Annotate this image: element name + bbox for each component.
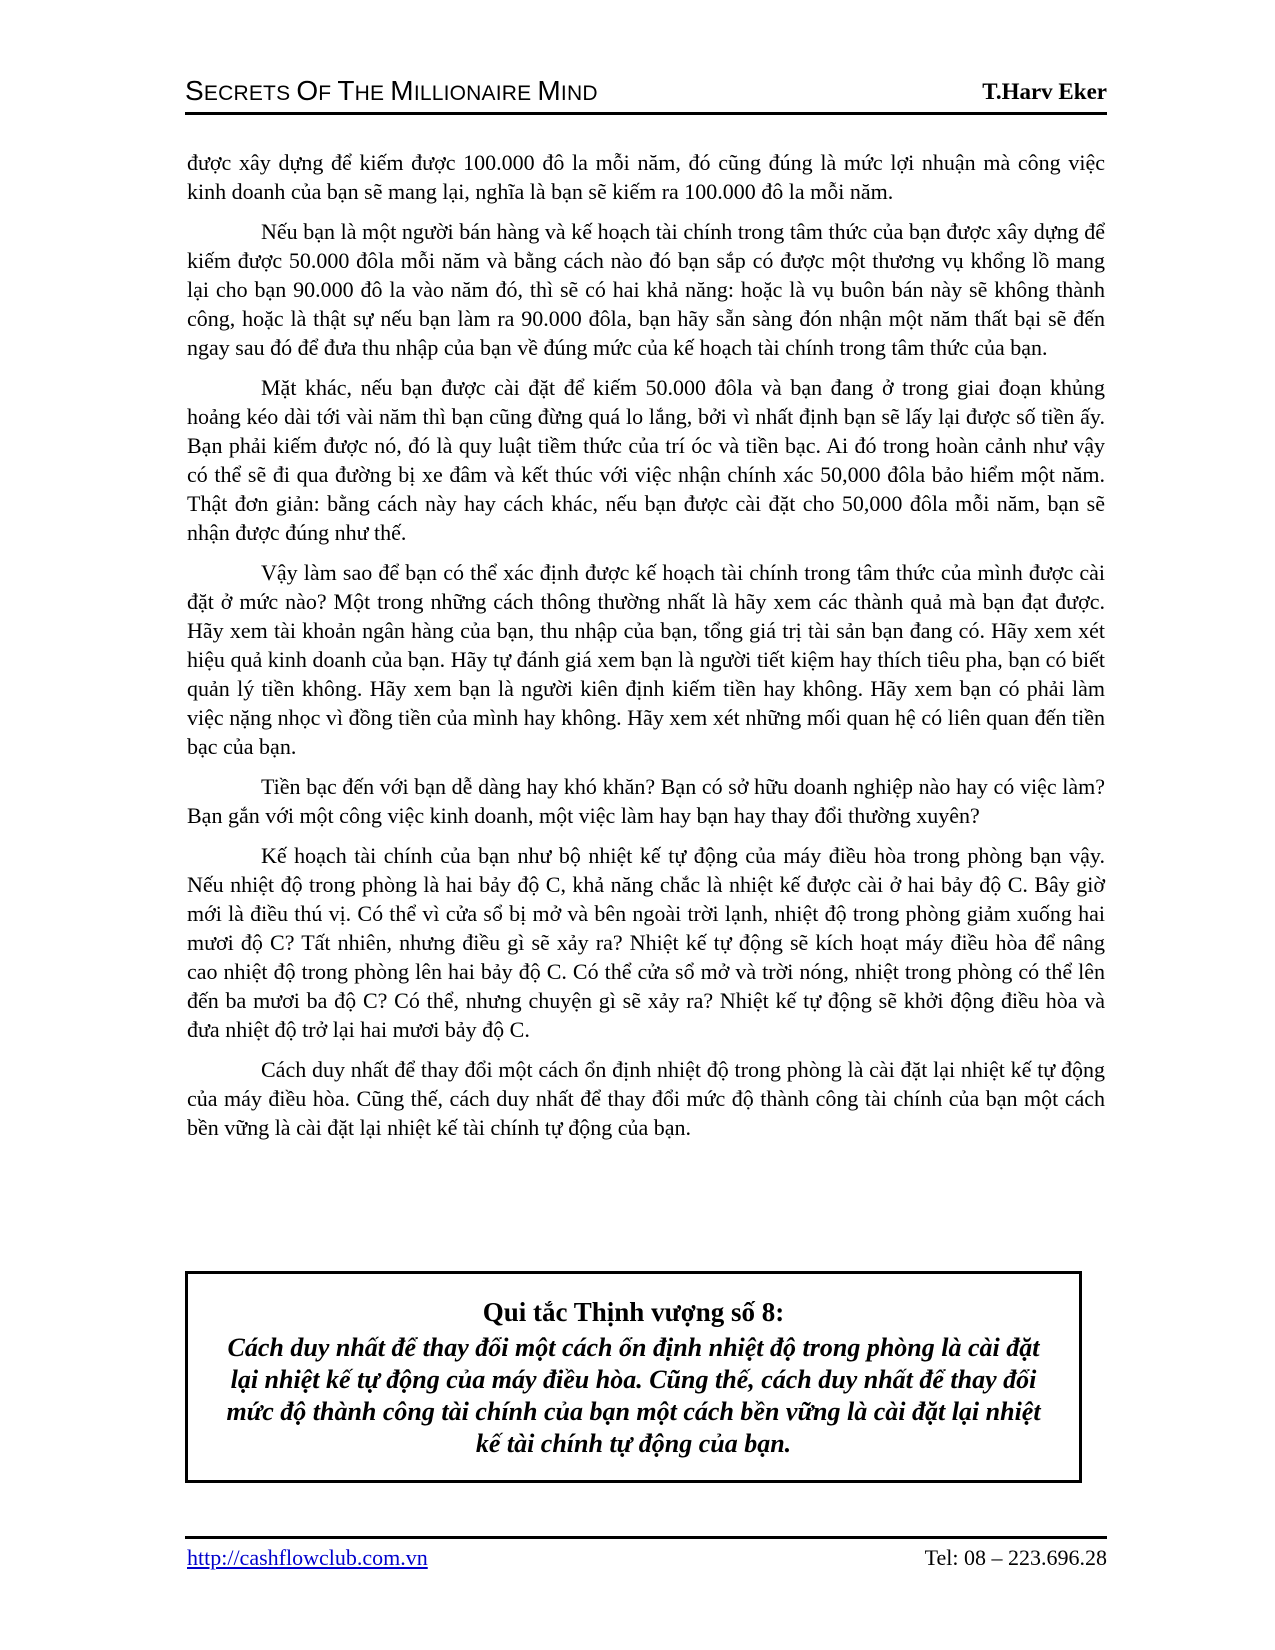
paragraph: Vậy làm sao để bạn có thể xác định được kế hoạch tài chính trong tâm thức của mình được cài đặt ở mức nào? Một trong những cách thông thường nhất là hãy xem các thành quả mà bạn đạt được. Hãy xem tài khoản ngân hàng của bạn, thu nhập của bạn, tổng giá trị tài sản bạn đang có. Hãy xem xét hiệu quả kinh doanh của bạn. Hãy tự đánh giá xem bạn là người tiết kiệm hay thích tiêu pha, bạn có biết quản lý tiền không. Hãy xem bạn là người kiên định kiếm tiền hay không. Hãy xem bạn có phải làm việc nặng nhọc vì đồng tiền của mình hay không. Hãy xem xét những mối quan hệ có liên quan đến tiền bạc của bạn.	[187, 560, 1105, 759]
title-part: ILLIONAIRE	[413, 82, 538, 105]
footer-divider	[185, 1536, 1107, 1539]
paragraph: Tiền bạc đến với bạn dễ dàng hay khó khăn? Bạn có sở hữu doanh nghiệp nào hay có việc làm? Bạn gắn với một công việc kinh doanh, một việc làm hay bạn hay thay đổi thường xuyên?	[187, 774, 1105, 828]
book-title	[185, 74, 598, 111]
title-part: T	[337, 75, 355, 106]
title-part: M	[390, 75, 414, 106]
body-text	[187, 148, 1105, 1153]
paragraph: Nếu bạn là một người bán hàng và kế hoạch tài chính trong tâm thức của bạn được xây dựng để kiếm được 50.000 đôla mỗi năm và bằng cách nào đó bạn sắp có được một thương vụ khổng lồ mang lại cho bạn 90.000 đô la vào năm đó, thì sẽ có hai khả năng: hoặc là vụ buôn bán này sẽ không thành công, hoặc là thật sự nếu bạn làm ra 90.000 đôla, bạn hãy sẵn sàng đón nhận một năm thất bại sẽ đến ngay sau đó để đưa thu nhập của bạn về đúng mức của kế hoạch tài chính trong tâm thức của bạn.	[187, 219, 1105, 360]
rule-title: Qui tắc Thịnh vượng số 8:	[482, 1297, 785, 1327]
title-part: O	[296, 75, 319, 106]
author-name: T.Harv Eker	[982, 79, 1107, 104]
paragraph: Mặt khác, nếu bạn được cài đặt để kiếm 50.000 đôla và bạn đang ở trong giai đoạn khủng hoảng kéo dài tới vài năm thì bạn cũng đừng quá lo lắng, bởi vì nhất định bạn sẽ lấy lại được số tiền ấy. Bạn phải kiếm được nó, đó là quy luật tiềm thức của trí óc và tiền bạc. Ai đó trong hoàn cảnh như vậy có thể sẽ đi qua đường bị xe đâm và kết thúc với việc nhận chính xác 50,000 đôla bảo hiểm một năm. Thật đơn giản: bằng cách này hay cách khác, nếu bạn được cài đặt cho 50,000 đôla mỗi năm, bạn sẽ nhận được đúng như thế.	[187, 375, 1105, 545]
website-link[interactable]: http://cashflowclub.com.vn	[187, 1545, 428, 1570]
paragraph: Cách duy nhất để thay đổi một cách ổn định nhiệt độ trong phòng là cài đặt lại nhiệt kế tự động của máy điều hòa. Cũng thế, cách duy nhất để thay đổi mức độ thành công tài chính của bạn một cách bền vững là cài đặt lại nhiệt kế tài chính tự động của bạn.	[187, 1057, 1105, 1140]
title-part: F	[318, 82, 338, 105]
title-part: ECRETS	[203, 82, 297, 105]
title-part: IND	[560, 82, 598, 105]
paragraph: được xây dựng để kiếm được 100.000 đô la mỗi năm, đó cũng đúng là mức lợi nhuận mà công việc kinh doanh của bạn sẽ mang lại, nghĩa là bạn sẽ kiếm ra 100.000 đô la mỗi năm.	[187, 150, 1105, 204]
rule-text: Cách duy nhất để thay đổi một cách ổn định nhiệt độ trong phòng là cài đặt lại nhiệt kế tự động của máy điều hòa. Cũng thế, cách duy nhất để thay đổi mức độ thành công tài chính của bạn một cách bền vững là cài đặt lại nhiệt kế tài chính tự động của bạn.	[226, 1333, 1041, 1458]
prosperity-rule-box	[185, 1271, 1082, 1483]
title-part: M	[537, 75, 561, 106]
paragraph: Kế hoạch tài chính của bạn như bộ nhiệt kế tự động của máy điều hòa trong phòng bạn vậy. Nếu nhiệt độ trong phòng là hai bảy độ C, khả năng chắc là nhiệt kế được cài ở hai bảy độ C. Bây giờ mới là điều thú vị. Có thể vì cửa sổ bị mở và bên ngoài trời lạnh, nhiệt độ trong phòng giảm xuống hai mươi độ C? Tất nhiên, nhưng điều gì sẽ xảy ra? Nhiệt kế tự động sẽ kích hoạt máy điều hòa để nâng cao nhiệt độ trong phòng lên hai bảy độ C. Có thể cửa sổ mở và trời nóng, nhiệt trong phòng có thể lên đến ba mươi ba độ C? Có thể, nhưng chuyện gì sẽ xảy ra? Nhiệt kế tự động sẽ khởi động điều hòa và đưa nhiệt độ trở lại hai mươi bảy độ C.	[187, 843, 1105, 1042]
header-divider	[185, 112, 1107, 115]
telephone-number: Tel: 08 – 223.696.28	[924, 1545, 1107, 1570]
title-part: S	[185, 75, 204, 106]
title-part: HE	[354, 82, 391, 105]
page-header	[185, 74, 1107, 110]
